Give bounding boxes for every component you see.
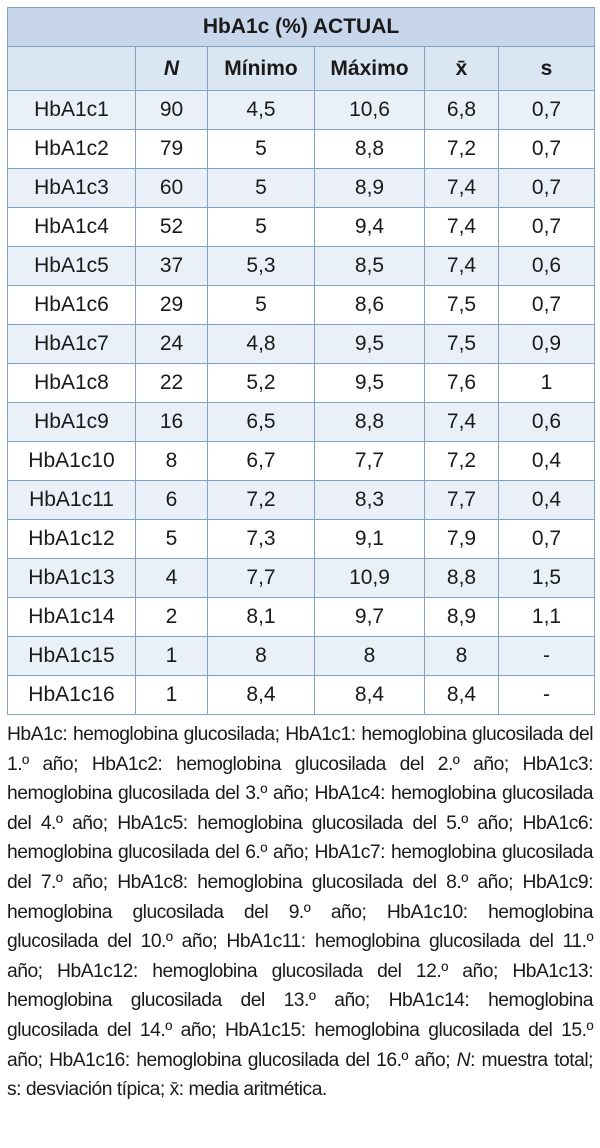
cell-n: 24 [136, 325, 208, 364]
cell-max: 8,6 [315, 286, 425, 325]
table-row [8, 442, 595, 481]
cell-sd: 0,7 [499, 130, 595, 169]
table-row [8, 520, 595, 559]
legend-x-symbol: x̄ [169, 1079, 179, 1101]
header-min: Mínimo [208, 47, 315, 91]
cell-n: 52 [136, 208, 208, 247]
cell-n: 1 [136, 637, 208, 676]
cell-max: 8,8 [315, 130, 425, 169]
cell-mean: 7,5 [425, 325, 499, 364]
table-title-row [8, 8, 595, 47]
cell-n: 37 [136, 247, 208, 286]
table-row [8, 676, 595, 715]
legend-s: s: desviación típica; [7, 1079, 165, 1101]
cell-max: 9,5 [315, 325, 425, 364]
table-row [8, 325, 595, 364]
cell-mean: 8 [425, 637, 499, 676]
cell-sd: 0,7 [499, 208, 595, 247]
table-row [8, 130, 595, 169]
cell-max: 8,4 [315, 676, 425, 715]
header-empty [8, 47, 136, 91]
cell-sd: 0,9 [499, 325, 595, 364]
cell-max: 9,5 [315, 364, 425, 403]
header-max: Máximo [315, 47, 425, 91]
row-label: HbA1c15 [8, 637, 136, 676]
cell-max: 9,1 [315, 520, 425, 559]
cell-sd: 0,7 [499, 91, 595, 130]
cell-sd: 1,5 [499, 559, 595, 598]
row-label: HbA1c1 [8, 91, 136, 130]
cell-min: 5 [208, 169, 315, 208]
row-label: HbA1c9 [8, 403, 136, 442]
cell-sd: - [499, 676, 595, 715]
table-row [8, 559, 595, 598]
cell-min: 5,2 [208, 364, 315, 403]
cell-min: 5 [208, 286, 315, 325]
cell-sd: - [499, 637, 595, 676]
cell-min: 4,8 [208, 325, 315, 364]
cell-max: 8 [315, 637, 425, 676]
footnote-abbreviations: HbA1c: hemoglobina glucosilada; HbA1c1: hemoglobina glucosilada del 1.º año; HbA1c2: hemoglobina glucosilada del 2.º año; HbA1c3: hemoglobina glucosilada del 3.º año; HbA1c4: hemoglobina glucosilada del 4.º año; HbA1c5: hemoglobina glucosilada del 5.º año; HbA1c6: hemoglobina glucosilada del 6.º año; HbA1c7: hemoglobina glucosilada del 7.º año; HbA1c8: hemoglobina glucosilada del 8.º año; HbA1c9: hemoglobina glucosilada del 9.º año; HbA1c10: hemoglobina glucosilada del 10.º año; HbA1c11: hemoglobina glucosilada del 11.º año; HbA1c12: hemoglobina glucosilada del 12.º año; HbA1c13: hemoglobina glucosilada del 13.º año; HbA1c14: hemoglobina glucosilada del 14.º año; HbA1c15: hemoglobina glucosilada del 15.º año; HbA1c16: hemoglobina glucosilada del 16.º año; [7, 724, 593, 1071]
cell-mean: 8,9 [425, 598, 499, 637]
cell-n: 2 [136, 598, 208, 637]
table-row [8, 208, 595, 247]
cell-max: 10,9 [315, 559, 425, 598]
row-label: HbA1c2 [8, 130, 136, 169]
cell-n: 5 [136, 520, 208, 559]
cell-mean: 6,8 [425, 91, 499, 130]
table-row [8, 286, 595, 325]
cell-max: 8,5 [315, 247, 425, 286]
cell-n: 60 [136, 169, 208, 208]
cell-mean: 7,2 [425, 442, 499, 481]
cell-mean: 7,9 [425, 520, 499, 559]
row-label: HbA1c5 [8, 247, 136, 286]
cell-max: 8,3 [315, 481, 425, 520]
cell-min: 6,7 [208, 442, 315, 481]
table-footnote [7, 720, 593, 1105]
cell-max: 9,4 [315, 208, 425, 247]
cell-sd: 0,4 [499, 442, 595, 481]
cell-min: 5 [208, 130, 315, 169]
table-row [8, 169, 595, 208]
cell-mean: 7,2 [425, 130, 499, 169]
cell-sd: 1 [499, 364, 595, 403]
header-sd: s [499, 47, 595, 91]
cell-max: 8,8 [315, 403, 425, 442]
cell-sd: 0,4 [499, 481, 595, 520]
cell-sd: 0,7 [499, 169, 595, 208]
row-label: HbA1c3 [8, 169, 136, 208]
cell-min: 5,3 [208, 247, 315, 286]
cell-max: 7,7 [315, 442, 425, 481]
cell-n: 79 [136, 130, 208, 169]
table-row [8, 364, 595, 403]
legend-n-text: : muestra total; [470, 1049, 593, 1071]
legend-x-text: : media aritmética. [178, 1079, 327, 1101]
cell-sd: 0,7 [499, 520, 595, 559]
cell-mean: 7,4 [425, 247, 499, 286]
cell-max: 8,9 [315, 169, 425, 208]
table-row [8, 403, 595, 442]
table-row [8, 247, 595, 286]
table-header-row [8, 47, 595, 91]
cell-mean: 7,5 [425, 286, 499, 325]
cell-mean: 8,4 [425, 676, 499, 715]
cell-mean: 7,4 [425, 208, 499, 247]
table-body [8, 91, 595, 715]
cell-max: 9,7 [315, 598, 425, 637]
cell-min: 4,5 [208, 91, 315, 130]
cell-min: 8,4 [208, 676, 315, 715]
table-row [8, 481, 595, 520]
row-label: HbA1c12 [8, 520, 136, 559]
hba1c-table [7, 7, 595, 715]
cell-sd: 0,7 [499, 286, 595, 325]
row-label: HbA1c16 [8, 676, 136, 715]
cell-mean: 7,4 [425, 403, 499, 442]
cell-n: 8 [136, 442, 208, 481]
row-label: HbA1c11 [8, 481, 136, 520]
cell-n: 4 [136, 559, 208, 598]
row-label: HbA1c7 [8, 325, 136, 364]
cell-min: 6,5 [208, 403, 315, 442]
cell-mean: 7,6 [425, 364, 499, 403]
cell-min: 5 [208, 208, 315, 247]
cell-n: 29 [136, 286, 208, 325]
row-label: HbA1c14 [8, 598, 136, 637]
cell-mean: 7,7 [425, 481, 499, 520]
header-mean: x̄ [425, 47, 499, 91]
header-n: N [136, 47, 208, 91]
cell-n: 90 [136, 91, 208, 130]
row-label: HbA1c8 [8, 364, 136, 403]
legend-n-symbol: N [456, 1049, 471, 1071]
cell-n: 6 [136, 481, 208, 520]
table-row [8, 637, 595, 676]
cell-sd: 0,6 [499, 403, 595, 442]
cell-n: 22 [136, 364, 208, 403]
cell-mean: 8,8 [425, 559, 499, 598]
cell-n: 1 [136, 676, 208, 715]
row-label: HbA1c13 [8, 559, 136, 598]
table-title: HbA1c (%) ACTUAL [8, 8, 595, 47]
row-label: HbA1c4 [8, 208, 136, 247]
cell-min: 8 [208, 637, 315, 676]
cell-n: 16 [136, 403, 208, 442]
row-label: HbA1c6 [8, 286, 136, 325]
cell-sd: 0,6 [499, 247, 595, 286]
cell-min: 7,3 [208, 520, 315, 559]
cell-mean: 7,4 [425, 169, 499, 208]
cell-min: 7,7 [208, 559, 315, 598]
cell-min: 7,2 [208, 481, 315, 520]
row-label: HbA1c10 [8, 442, 136, 481]
cell-max: 10,6 [315, 91, 425, 130]
table-row [8, 91, 595, 130]
cell-min: 8,1 [208, 598, 315, 637]
cell-sd: 1,1 [499, 598, 595, 637]
table-row [8, 598, 595, 637]
